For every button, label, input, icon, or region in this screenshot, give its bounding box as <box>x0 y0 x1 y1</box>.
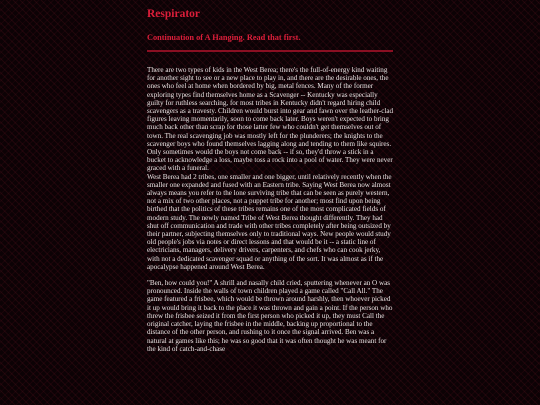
paragraph-1: There are two types of kids in the West Berea; there's the full-of-energy kind waiting for another sight to see or a new place to play in, and there are the desirable ones, the ones who feel at home when bordered by big, metal fences. Many of the former exploring types find themselves home as a Scavenger -- Kentucky was especially guilty for ruthless searching, for most tribes in Kentucky didn't regard hiring child scavengers as a travesty. Children would burst into gear and fawn over the leather-clad figures leaving momentarily, soon to come back later. Boys weren't expected to bring much back other than scrap for those latter few who couldn't get themselves out of town. The real scavenging job was mostly left for the plunderers; the knights to the scavenger boys who found themselves lagging along and tending to them like squires. Only sometimes would the boys not come back -- if so, they'd throw a stick in a bucket to acknowledge a loss, maybe toss a rock into a pool of water. They were never graced with a funeral. <box>147 66 394 173</box>
story-body <box>147 66 393 353</box>
article <box>147 0 393 353</box>
paragraph-3: "Ben, how could you!" A shrill and nasally child cried, sputtering whenever an O was pronounced. Inside the walls of town children played a game called "Call All." The game featured a frisbee, which would be thrown around harshly, then whoever picked it up would bring it back to the place it was thrown and gain a point. If the person who threw the frisbee seized it from the first person who picked it up, they must Call the original catcher, laying the frisbee in the middle, backing up proportional to the distance of the other person, and rushing to it once the signal arrived. Ben was a natural at games like this; he was so good that it was often thought he was meant for the kind of catch-and-chase <box>147 279 393 353</box>
subtitle: Continuation of A Hanging. Read that first. <box>147 33 301 42</box>
page-title: Respirator <box>147 8 201 20</box>
divider <box>147 50 393 52</box>
paragraph-2: West Berea had 2 tribes, one smaller and one bigger, until relatively recently when the smaller one expanded and fused with an Eastern tribe. Saying West Berea now almost always means you refer to the lone surviving tribe that can be seen as purely western, not a mix of two other places, not a puppet tribe for another; most find upon being birthed that the politics of these tribes remains one of the most complicated fields of modern study. The newly named Tribe of West Berea thought differently. They had shut off communication and trade with other tribes completely after being outsized by their partner, subjecting themselves only to traditional ways. New people would study old people's jobs via notes or direct lessons and that would be it -- a static line of electricians, managers, delivery drivers, carpenters, and chefs who can cook jerky, with not a dedicated scavenger squad or anything of the sort. It was almost as if the apocalypse happened around West Berea. <box>147 172 392 271</box>
